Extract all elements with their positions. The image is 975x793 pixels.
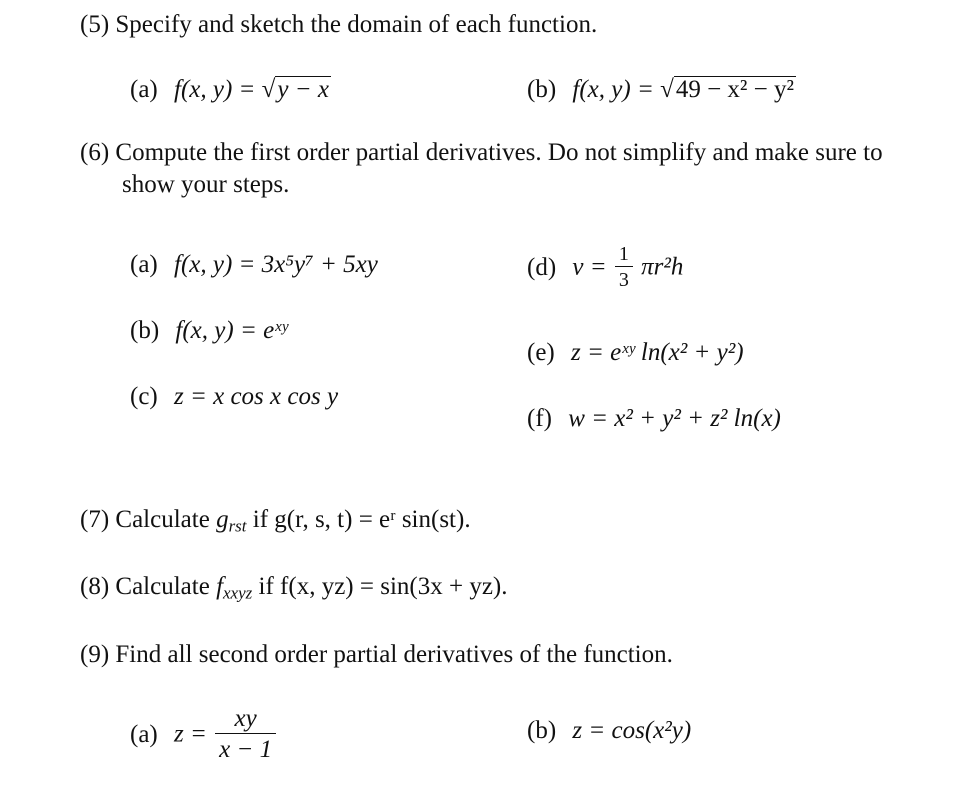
problem-6c-expr: z = x cos x cos y (174, 383, 339, 410)
problem-6d-rest: πr²h (641, 253, 684, 281)
problem-5a-radicand: y − x (277, 76, 329, 103)
problem-7-text: Calculate (115, 506, 210, 533)
fraction-one-third (615, 244, 633, 290)
problem-6f-label: (f) (527, 405, 552, 432)
fraction-xy-over-x-minus-1 (215, 706, 276, 762)
problem-9-statement (80, 642, 673, 667)
problem-7-condition: if g(r, s, t) = eʳ sin(st). (252, 506, 471, 533)
problem-9a (130, 706, 278, 762)
problem-9b (527, 718, 691, 743)
problem-9b-expr: z = cos(x²y) (572, 717, 692, 744)
problem-6d (527, 244, 683, 290)
problem-6b-expr: f(x, y) = eˣʸ (175, 317, 288, 344)
problem-6e-expr: z = eˣʸ ln(x² + y²) (571, 339, 744, 366)
problem-6b (130, 318, 288, 343)
problem-8-subscript: xxyz (223, 583, 253, 603)
fraction-numerator: xy (234, 705, 257, 732)
problem-6c-label: (c) (130, 383, 158, 410)
problem-8-statement (80, 573, 508, 603)
sqrt-sign: √y − x (261, 76, 329, 103)
problem-5b-lhs: f(x, y) = (572, 76, 654, 103)
problem-5b-radicand: 49 − x² − y² (675, 76, 795, 103)
problem-6-number: (6) (80, 139, 110, 166)
problem-6d-lhs: v = (572, 253, 607, 281)
problem-6a-label: (a) (130, 251, 158, 278)
problem-6e (527, 340, 744, 365)
problem-6d-label: (d) (527, 253, 557, 281)
problem-7-symbol: $g_{rst}$ (216, 506, 247, 536)
problem-6b-label: (b) (130, 317, 160, 344)
problem-6f-expr: w = x² + y² + z² ln(x) (568, 405, 781, 432)
problem-5a (130, 76, 331, 103)
problem-7-statement (80, 506, 471, 536)
problem-5-statement (80, 12, 597, 37)
problem-5b-label: (b) (527, 76, 557, 103)
problem-9b-label: (b) (527, 717, 557, 744)
problem-6-text-line1: Compute the first order partial derivatives. Do not simplify and make sure to (115, 139, 883, 166)
problem-8-symbol: $f_{xxyz}$ (216, 573, 253, 603)
problem-5a-label: (a) (130, 76, 158, 103)
problem-9-text: Find all second order partial derivatives of the function. (115, 641, 673, 668)
problem-5b (527, 76, 796, 103)
sqrt-sign: √49 − x² − y² (660, 76, 795, 103)
problem-8-condition: if f(x, yz) = sin(3x + yz). (258, 573, 508, 600)
problem-6-statement (80, 140, 883, 165)
problem-6-statement-cont (122, 172, 289, 197)
problem-8-number: (8) (80, 573, 110, 600)
problem-7-subscript: rst (228, 516, 247, 536)
problem-5-text: Specify and sketch the domain of each function. (115, 11, 598, 38)
problem-9a-lhs: z = (174, 720, 207, 748)
problem-6c (130, 384, 338, 409)
fraction-denominator: x − 1 (215, 733, 276, 762)
problem-6e-label: (e) (527, 339, 555, 366)
fraction-denominator: 3 (615, 266, 633, 290)
problem-6a (130, 252, 378, 277)
problem-5-number: (5) (80, 11, 110, 38)
fraction-numerator: 1 (618, 243, 629, 265)
problem-6a-expr: f(x, y) = 3x⁵y⁷ + 5xy (174, 251, 378, 278)
problem-6-text-line2: show your steps. (122, 171, 290, 198)
problem-7-number: (7) (80, 506, 110, 533)
problem-9-number: (9) (80, 641, 110, 668)
problem-8-text: Calculate (115, 573, 210, 600)
problem-5a-lhs: f(x, y) = (174, 76, 256, 103)
problem-6f (527, 406, 781, 431)
problem-9a-label: (a) (130, 720, 158, 748)
